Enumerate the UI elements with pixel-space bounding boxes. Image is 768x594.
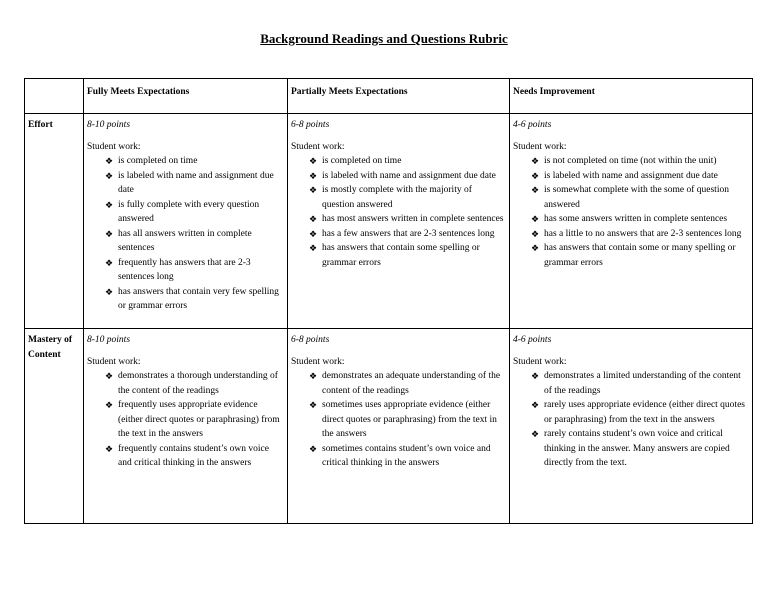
diamond-bullet-icon: ❖ <box>105 228 114 239</box>
criteria-item <box>105 398 284 442</box>
criteria-text: is not completed on time (not within the unit) <box>544 156 717 166</box>
cell-effort-needs-improvement <box>510 114 753 329</box>
criteria-item <box>531 183 749 212</box>
row-label-effort: Effort <box>25 114 84 329</box>
header-partially-meets: Partially Meets Expectations <box>288 79 510 114</box>
criteria-list <box>291 154 506 270</box>
document-title: Background Readings and Questions Rubric <box>260 31 508 46</box>
diamond-bullet-icon: ❖ <box>309 371 318 381</box>
criteria-item <box>105 285 284 314</box>
criteria-text: is somewhat complete with the some of question answered <box>544 185 729 210</box>
header-needs-improvement: Needs Improvement <box>510 79 753 114</box>
diamond-bullet-icon: ❖ <box>531 243 540 253</box>
cell-effort-fully-meets <box>84 114 288 329</box>
diamond-bullet-icon: ❖ <box>309 228 318 239</box>
diamond-bullet-icon: ❖ <box>531 429 540 439</box>
criteria-item <box>531 241 749 270</box>
criteria-item <box>309 227 506 242</box>
criteria-text: has answers that contain very few spelling or grammar errors <box>118 286 279 311</box>
diamond-bullet-icon: ❖ <box>309 214 318 224</box>
criteria-item <box>309 241 506 270</box>
criteria-item <box>309 442 506 471</box>
diamond-bullet-icon: ❖ <box>309 185 318 195</box>
criteria-item <box>531 212 749 227</box>
cell-mastery-partially-meets <box>288 329 510 524</box>
criteria-list <box>87 369 284 471</box>
diamond-bullet-icon: ❖ <box>105 400 114 410</box>
criteria-text: is mostly complete with the majority of question answered <box>322 185 472 210</box>
points-range: 6-8 points <box>291 120 330 130</box>
criteria-text: sometimes contains student’s own voice and critical thinking in the answers <box>322 443 491 468</box>
criteria-item <box>105 369 284 398</box>
criteria-text: has some answers written in complete sentences <box>544 214 728 224</box>
criteria-text: has all answers written in complete sentences <box>118 228 252 253</box>
criteria-item <box>531 154 749 169</box>
criteria-item <box>309 212 506 227</box>
criteria-text: has a little to no answers that are 2-3 sentences long <box>544 228 742 239</box>
criteria-text: has answers that contain some or many spelling or grammar errors <box>544 243 736 268</box>
criteria-list <box>513 369 749 471</box>
criteria-item <box>309 169 506 184</box>
points-range: 4-6 points <box>513 335 552 345</box>
diamond-bullet-icon: ❖ <box>531 371 540 381</box>
diamond-bullet-icon: ❖ <box>105 443 114 454</box>
diamond-bullet-icon: ❖ <box>105 257 114 268</box>
cell-mastery-needs-improvement <box>510 329 753 524</box>
criteria-item <box>531 169 749 184</box>
criteria-text: demonstrates a thorough understanding of the content of the readings <box>118 371 278 396</box>
criteria-text: has most answers written in complete sentences <box>322 214 504 224</box>
diamond-bullet-icon: ❖ <box>309 243 318 253</box>
rubric-table <box>24 78 753 524</box>
criteria-text: is completed on time <box>322 156 402 166</box>
criteria-item <box>105 169 284 198</box>
criteria-item <box>309 154 506 169</box>
student-work-label: Student work: <box>87 356 141 367</box>
criteria-text: is completed on time <box>118 156 198 166</box>
header-corner <box>25 79 84 114</box>
criteria-item <box>531 227 749 242</box>
points-range: 4-6 points <box>513 120 552 130</box>
diamond-bullet-icon: ❖ <box>531 400 540 410</box>
criteria-text: frequently uses appropriate evidence (either direct quotes or paraphrasing) from the text in the answers <box>118 400 280 439</box>
criteria-text: is fully complete with every question answered <box>118 199 260 224</box>
criteria-text: has a few answers that are 2-3 sentences long <box>322 228 495 239</box>
criteria-item <box>105 198 284 227</box>
criteria-text: demonstrates a limited understanding of the content of the readings <box>544 371 741 396</box>
criteria-text: rarely uses appropriate evidence (either direct quotes or paraphrasing) from the text in the answers <box>544 400 745 425</box>
header-row <box>25 79 753 114</box>
diamond-bullet-icon: ❖ <box>105 170 114 181</box>
diamond-bullet-icon: ❖ <box>105 199 114 210</box>
criteria-item <box>531 427 749 471</box>
student-work-label: Student work: <box>291 141 345 152</box>
criteria-text: is labeled with name and assignment due date <box>322 170 496 181</box>
criteria-list <box>513 154 749 270</box>
header-fully-meets: Fully Meets Expectations <box>84 79 288 114</box>
cell-effort-partially-meets <box>288 114 510 329</box>
criteria-item <box>309 183 506 212</box>
diamond-bullet-icon: ❖ <box>531 170 540 181</box>
criteria-item <box>309 369 506 398</box>
diamond-bullet-icon: ❖ <box>531 185 540 195</box>
criteria-text: rarely contains student’s own voice and critical thinking in the answer. Many answers are copied directly from the text. <box>544 429 730 468</box>
row-label-mastery: Mastery of Content <box>25 329 84 524</box>
criteria-item <box>531 369 749 398</box>
criteria-item <box>105 256 284 285</box>
criteria-text: frequently contains student’s own voice and critical thinking in the answers <box>118 443 269 468</box>
criteria-item <box>309 398 506 442</box>
diamond-bullet-icon: ❖ <box>105 286 114 297</box>
diamond-bullet-icon: ❖ <box>105 156 114 166</box>
row-effort <box>25 114 753 329</box>
student-work-label: Student work: <box>291 356 345 367</box>
criteria-text: has answers that contain some spelling or grammar errors <box>322 243 480 268</box>
diamond-bullet-icon: ❖ <box>531 228 540 239</box>
diamond-bullet-icon: ❖ <box>105 371 114 381</box>
criteria-text: demonstrates an adequate understanding of the content of the readings <box>322 371 501 396</box>
points-range: 6-8 points <box>291 335 330 345</box>
student-work-label: Student work: <box>513 141 567 152</box>
diamond-bullet-icon: ❖ <box>309 170 318 181</box>
student-work-label: Student work: <box>87 141 141 152</box>
points-range: 8-10 points <box>87 120 131 130</box>
row-mastery-of-content <box>25 329 753 524</box>
diamond-bullet-icon: ❖ <box>309 156 318 166</box>
diamond-bullet-icon: ❖ <box>531 214 540 224</box>
criteria-item <box>105 227 284 256</box>
criteria-text: is labeled with name and assignment due date <box>544 170 718 181</box>
diamond-bullet-icon: ❖ <box>309 443 318 454</box>
criteria-item <box>105 154 284 169</box>
criteria-list <box>87 154 284 314</box>
criteria-item <box>531 398 749 427</box>
criteria-list <box>291 369 506 471</box>
diamond-bullet-icon: ❖ <box>531 156 540 166</box>
criteria-text: frequently has answers that are 2-3 sentences long <box>118 257 251 282</box>
cell-mastery-fully-meets <box>84 329 288 524</box>
points-range: 8-10 points <box>87 335 131 345</box>
criteria-text: sometimes uses appropriate evidence (either direct quotes or paraphrasing) from the text in the answers <box>322 400 497 439</box>
diamond-bullet-icon: ❖ <box>309 400 318 410</box>
criteria-item <box>105 442 284 471</box>
student-work-label: Student work: <box>513 356 567 367</box>
criteria-text: is labeled with name and assignment due date <box>118 170 274 195</box>
